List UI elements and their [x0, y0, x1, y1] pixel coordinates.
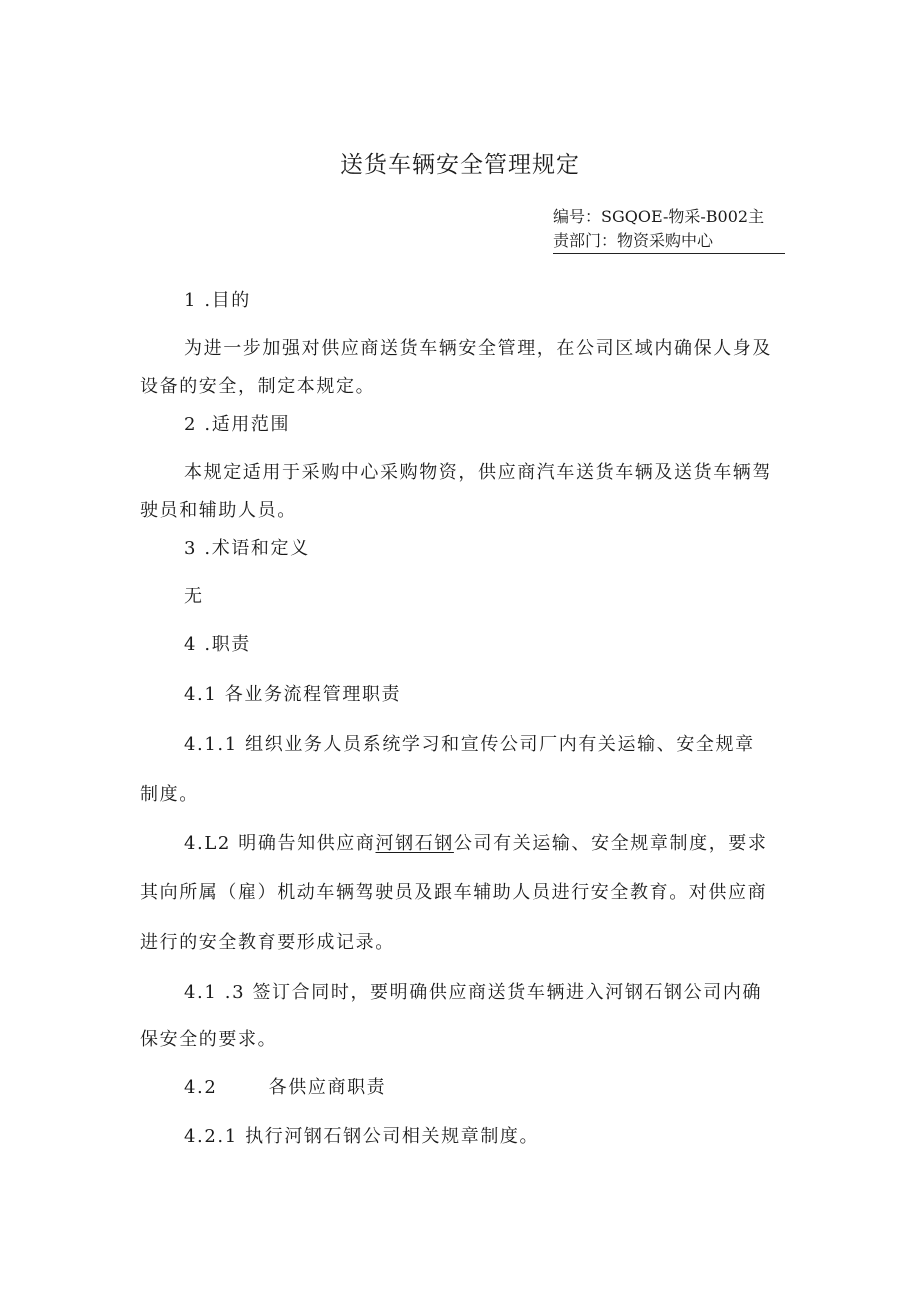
section-4-2-heading: 4.2 各供应商职责	[184, 1077, 387, 1098]
section-2-text-line1: 本规定适用于采购中心采购物资，供应商汽车送货车辆及送货车辆驾	[184, 462, 772, 483]
section-4-1-1-line1: 4.1.1 组织业务人员系统学习和宣传公司厂内有关运输、安全规章	[184, 734, 755, 755]
section-1-text-line2: 设备的安全，制定本规定。	[140, 376, 376, 397]
section-4-2-1: 4.2.1 执行河钢石钢公司相关规章制度。	[184, 1126, 540, 1147]
section-2-text-line2: 驶员和辅助人员。	[140, 500, 297, 521]
section-4-1-2-suffix: 公司有关运输、安全规章制度，要求	[453, 833, 768, 854]
section-4-1-2-line2: 其向所属（雇）机动车辆驾驶员及跟车辅助人员进行安全教育。对供应商	[140, 882, 768, 903]
section-3-heading: 3 .术语和定义	[184, 538, 310, 559]
section-4-1-3-line1: 4.1 .3 签订合同时，要明确供应商送货车辆进入河钢石钢公司内确	[184, 982, 763, 1003]
section-4-heading: 4 .职责	[184, 634, 251, 655]
company-name-underlined: 河钢石钢	[375, 833, 454, 854]
section-4-1-2-line1	[184, 832, 829, 856]
section-4-1-2-line3: 进行的安全教育要形成记录。	[140, 932, 395, 953]
section-1-text-line1: 为进一步加强对供应商送货车辆安全管理，在公司区域内确保人身及	[184, 338, 772, 359]
section-1-heading: 1 .目的	[184, 290, 251, 311]
document-meta	[553, 205, 785, 254]
section-4-1-3-line2: 保安全的要求。	[140, 1029, 278, 1050]
section-3-text: 无	[184, 586, 204, 607]
document-title: 送货车辆安全管理规定	[340, 152, 580, 178]
section-4-1-heading: 4.1 各业务流程管理职责	[184, 684, 402, 705]
document-number: 编号：SGQOE-物采-B002主	[553, 207, 765, 226]
section-4-1-2-prefix: 4.L2 明确告知供应商	[184, 833, 376, 854]
section-2-heading: 2 .适用范围	[184, 414, 291, 435]
responsible-department: 责部门：物资采购中心	[553, 229, 785, 254]
section-4-1-1-line2: 制度。	[140, 784, 199, 805]
